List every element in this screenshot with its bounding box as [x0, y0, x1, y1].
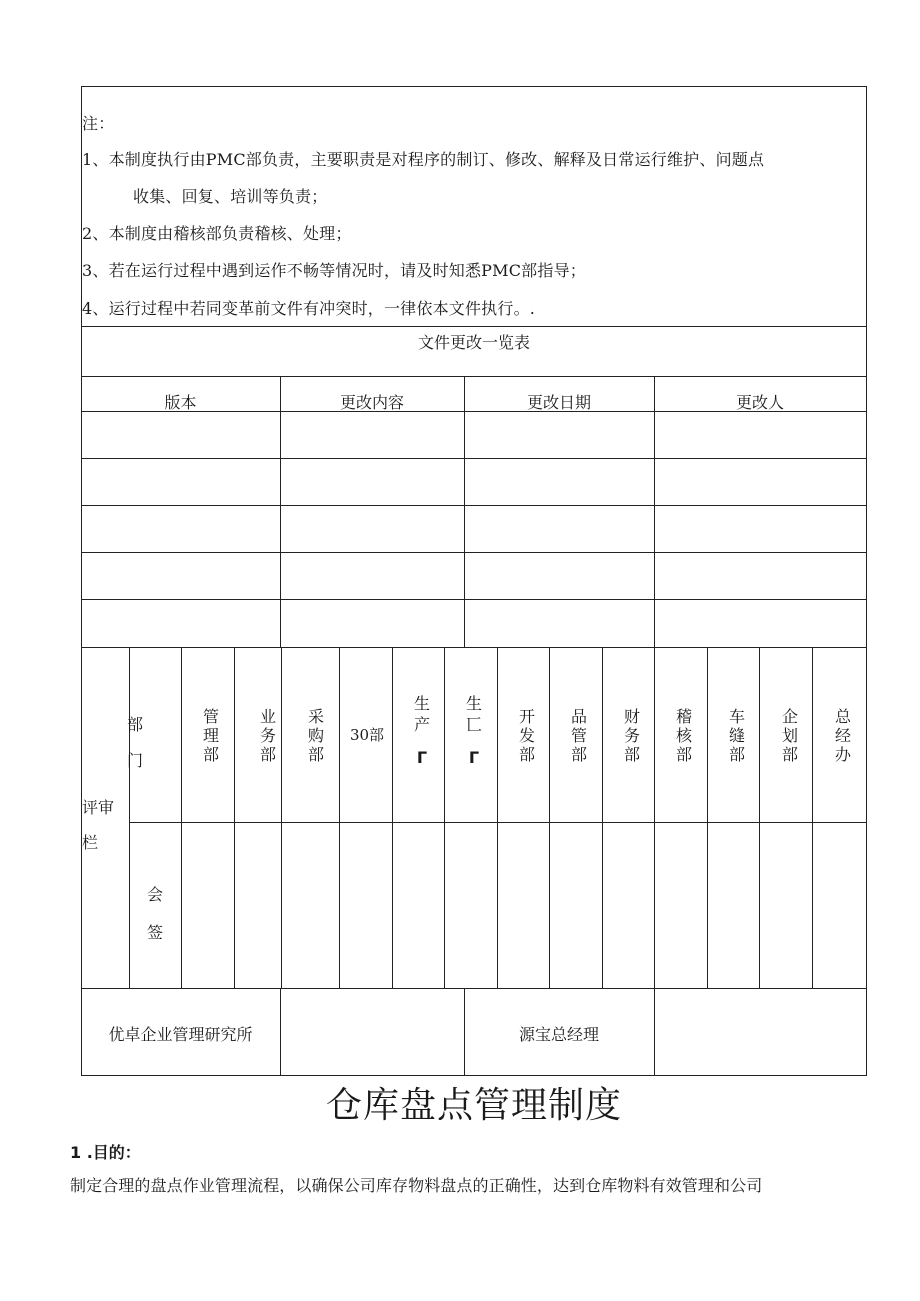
table-divider [181, 647, 182, 988]
dept-char: 部 [675, 745, 692, 764]
dept-char: 部 [202, 745, 219, 764]
dept-char: 缝 [728, 726, 745, 745]
dept-char: 产 [413, 715, 430, 734]
dept-char: Γ [416, 748, 428, 767]
dept-char: 部 [623, 745, 640, 764]
dept-char: 采 [307, 707, 324, 726]
dept-char: 品 [570, 707, 587, 726]
dept-char: 理 [202, 726, 219, 745]
dept-production-2 [459, 693, 489, 768]
table-border-bottom [81, 1075, 867, 1076]
table-divider [602, 647, 603, 988]
dept-sewing [722, 707, 752, 764]
table-divider [759, 647, 760, 988]
review-label [82, 795, 114, 853]
section-heading: 1 .目的： [70, 1143, 141, 1162]
dept-char: 总 [834, 707, 851, 726]
table-divider [812, 647, 813, 988]
dept-30 [345, 726, 389, 745]
dept-char: 管 [570, 726, 587, 745]
table-divider [280, 988, 281, 1075]
note-item-1: 1、本制度执行由PMC部负责，主要职责是对程序的制订、修改、解释及日常运行维护、问题点 [82, 150, 765, 169]
table-divider [654, 376, 655, 647]
dept-char: Γ [468, 748, 480, 767]
dept-char: 部 [728, 745, 745, 764]
dept-char: 部 [518, 745, 535, 764]
dept-audit [669, 707, 699, 764]
table-divider [81, 599, 867, 600]
dept-char: 务 [259, 726, 276, 745]
dept-char: 划 [781, 726, 798, 745]
dept-char: 核 [675, 726, 692, 745]
note-item-3: 3、若在运行过程中遇到运作不畅等情况时，请及时知悉PMC部指导； [82, 261, 586, 280]
dept-char: 企 [781, 707, 798, 726]
dept-char: 业 [259, 707, 276, 726]
dept-quality [564, 707, 594, 764]
dept-char: 经 [834, 726, 851, 745]
dept-char: 稽 [675, 707, 692, 726]
dept-management [196, 707, 226, 764]
section-body: 制定合理的盘点作业管理流程，以确保公司库存物料盘点的正确性，达到仓库物料有效管理和公司 [70, 1176, 763, 1195]
column-header-change-content: 更改内容 [339, 393, 404, 412]
table-divider [392, 647, 393, 988]
table-divider [81, 326, 867, 327]
dept-char: 部 [781, 745, 798, 764]
dept-label-char: 门 [127, 751, 144, 770]
table-divider [444, 647, 445, 988]
table-divider [339, 647, 340, 988]
table-divider [129, 822, 867, 823]
column-header-change-date: 更改日期 [526, 393, 591, 412]
dept-purchasing [301, 707, 331, 764]
countersign-label [140, 876, 170, 952]
dept-char: 发 [518, 726, 535, 745]
table-divider [81, 458, 867, 459]
table-divider [280, 376, 281, 647]
review-label-line: 栏 [82, 833, 99, 852]
dept-finance [617, 707, 647, 764]
dept-char: 财 [623, 707, 640, 726]
dept-char: 管 [202, 707, 219, 726]
table-divider [654, 647, 655, 988]
table-divider [81, 552, 867, 553]
document-title: 仓库盘点管理制度 [325, 1085, 622, 1126]
countersign-label-char: 签 [146, 923, 163, 942]
dept-char: 办 [834, 745, 851, 764]
table-divider [81, 376, 867, 377]
dept-char: 30部 [349, 726, 385, 744]
footer-institute: 优卓企业管理研究所 [108, 1025, 253, 1044]
note-item-1-continued: 收集、回复、培训等负责； [133, 187, 328, 206]
dept-label-char: 部 [127, 715, 144, 734]
dept-char: 部 [570, 745, 587, 764]
dept-planning [775, 707, 805, 764]
review-label-line: 评审 [82, 798, 115, 817]
table-divider [464, 376, 465, 647]
table-divider [81, 505, 867, 506]
footer-general-manager: 源宝总经理 [518, 1025, 599, 1044]
dept-char: 生 [465, 694, 482, 713]
change-log-title: 文件更改一览表 [417, 333, 530, 352]
table-border-top [81, 86, 867, 87]
table-divider [497, 647, 498, 988]
dept-development [512, 707, 542, 764]
dept-char: 开 [518, 707, 535, 726]
dept-char: 部 [259, 745, 276, 764]
table-border-right [866, 86, 867, 1076]
note-item-4: 4、运行过程中若同变革前文件有冲突时，一律依本文件执行。. [82, 299, 536, 318]
table-divider [707, 647, 708, 988]
dept-gm-office [828, 707, 858, 764]
table-divider [549, 647, 550, 988]
table-divider [81, 647, 867, 648]
table-divider [81, 988, 867, 989]
countersign-label-char: 会 [146, 885, 163, 904]
dept-char: 匸 [465, 715, 482, 734]
dept-label [127, 707, 157, 779]
column-header-changed-by: 更改人 [735, 393, 784, 412]
table-divider [281, 647, 282, 988]
note-item-2: 2、本制度由稽核部负责稽核、处理； [82, 224, 352, 243]
dept-business [253, 707, 283, 764]
dept-char: 车 [728, 707, 745, 726]
table-divider [654, 988, 655, 1075]
dept-production-1 [407, 693, 437, 768]
dept-char: 购 [307, 726, 324, 745]
column-header-version: 版本 [164, 393, 197, 412]
notes-heading: 注： [82, 114, 115, 133]
table-divider [129, 647, 130, 988]
dept-char: 部 [307, 745, 324, 764]
dept-char: 务 [623, 726, 640, 745]
table-divider [234, 647, 235, 988]
dept-char: 生 [413, 694, 430, 713]
